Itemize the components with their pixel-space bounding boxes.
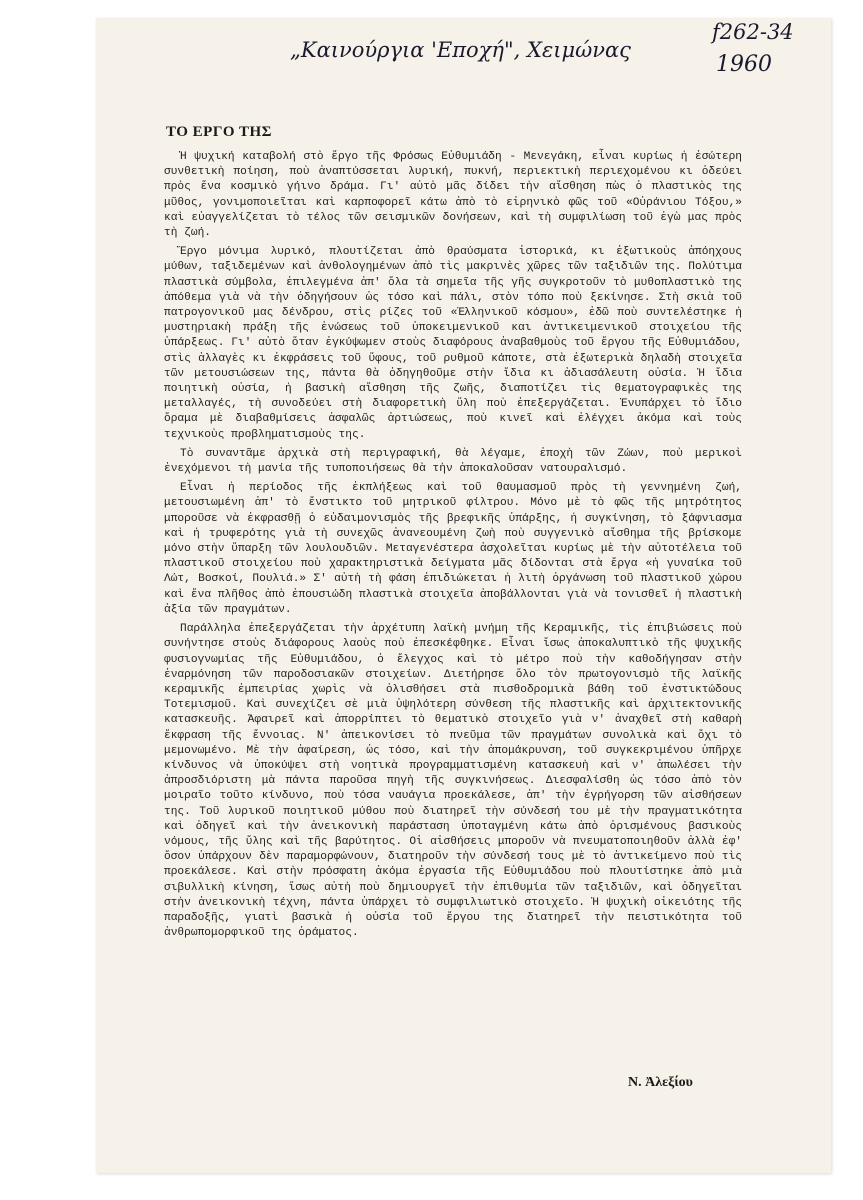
article-paragraph: Εἶναι ἡ περίοδος τῆς ἐκπλήξεως καὶ τοῦ θαυμασμοῦ πρὸς τὴ γεννημένη ζωή, μετουσιωμένη ἀπ' τὸ ἔνστικτο τοῦ μητρικοῦ φίλτρου. Μόνο μὲ τὸ φῶς τῆς μητρότητος μποροῦσε νὰ ἐκφρασθῇ ὁ εὐδαιμονισμὸς τῆς βρεφικῆς ὑπάρξης, ἡ συγκίνηση, τὸ ξάφνιασμα καὶ ἡ τρυφερότης γιὰ τὴ συνεχῶς ἀνανεουμένη ζωὴ ποὺ συγγενικὸ αἴσθημα τῆς βρίσκομε μόνο στὴν ὕπαρξη τῶν λουλουδιῶν. Μεταγενέστερα ἀσχολεῖται κυρίως μὲ τὴν αὐτοτέλεια τοῦ πλαστικοῦ στοιχείου ποὺ χαρακτηριστικὰ δείγματα μᾶς δίδονται στὰ ἔργα «ἡ γυναίκα τοῦ Λώτ, Βοσκοί, Πουλιά.» Σ' αὐτὴ τὴ φάση ἐπιδιώκεται ἡ λιτὴ ὀργάνωση τοῦ πλαστικοῦ χώρου καὶ ἕνα πλῆθος ἀπὸ ἐπουσιώδη πλαστικὰ στοιχεῖα ἀποβάλλονται γιὰ νὰ τονισθεῖ ἡ πλαστικὴ ἀξία τῶν πραγμάτων. [164, 482, 742, 616]
article-title: ΤΟ ΕΡΓΟ ΤΗΣ [166, 124, 272, 140]
handwritten-year: 1960 [716, 52, 772, 77]
article-paragraph: Τὸ συναντᾶμε ἀρχικὰ στὴ περιγραφική, θὰ λέγαμε, ἐποχὴ τῶν Ζώων, ποὺ μερικοὶ ἐνεχόμενοι τὴ μανία τῆς τυποποιήσεως θὰ τὴν ἀποκαλοῦσαν νατουραλισμό. [164, 447, 742, 476]
author-signature: Ν. Ἀλεξίου [628, 1075, 693, 1090]
handwritten-archive-code: f262-34 [712, 20, 794, 44]
handwritten-source-note: „Καινούργια 'Εποχή", Χειμώνας [290, 38, 631, 62]
article-paragraph: Ἔργο μόνιμα λυρικό, πλουτίζεται ἀπὸ θραύσματα ἱστορικά, κι ἐξωτικοὺς ἀπόηχους μύθων, ταξιδεμένων καὶ ἀνθολογημένων ἀπὸ τὶς μακρινὲς χῶρες τῶν ταξιδιῶν της. Πολύτιμα πλαστικὰ σύμβολα, ἐπιλεγμένα ἀπ' ὅλα τὰ σημεῖα τῆς γῆς συγκροτοῦν τὸ μυθοπλαστικὸ της ἀπόθεμα γιὰ νὰ τὴν ὁδηγήσουν ὡς τόσο καὶ πάλι, στὸν τόπο ποὺ ξεκίνησε. Στὴ σκιὰ τοῦ πατρογονικοῦ μας δένδρου, στὶς ρίζες τοῦ «Ἑλληνικοῦ κόσμου», ἐδῶ ποὺ συντελέστηκε ἡ μυστηριακὴ πράξη τῆς ἑνώσεως τοῦ ὑποκειμενικοῦ και ἀντικειμενικοῦ στοιχείου τῆς ὑπάρξεως. Γι' αὐτὸ ὅταν ἐγκύψωμεν στοὺς διαφόρους ἀναβαθμοὺς τοῦ ἔργου τῆς Εὐθυμιάδου, στὶς ἀλλαγὲς κι ἐκφράσεις τοῦ ὕφους, τοῦ ρυθμοῦ κάποτε, στὰ ἐξωτερικὰ δηλαδὴ στοιχεῖα τῶν μετουσιώσεων της, πάντα θὰ ὁδηγηθοῦμε στὴν ἴδια κι ἀδιασάλευτη οὐσία. Ἡ ἴδια ποιητικὴ οὐσία, ἡ βασικὴ αἴσθηση τῆς ζωῆς, διαποτίζει τὶς θεματογραφικὲς της μεταλλαγές, τὴ συνοδεύει στὴ διαφορετικὴ ὕλη ποὺ ἐπεξεργάζεται. Ἐνυπάρχει τὸ ἴδιο ὅραμα μὲ διαβαθμίσεις ἀσφαλῶς ἀρτιώσεως, ποὺ κινεῖ καὶ ἐλέγχει ἀκόμα καὶ τοὺς τεχνικοὺς προβληματισμοὺς της. [164, 246, 742, 441]
article-paragraph: Παράλληλα ἐπεξεργάζεται τὴν ἀρχέτυπη λαϊκὴ μνήμη τῆς Κεραμικῆς, τὶς ἐπιβιώσεις ποὺ συνήντησε στοὺς διάφορους λαοὺς ποὺ ἐπεσκέφθηκε. Εἶναι ἴσως ἀποκαλυπτικὸ τῆς ψυχικῆς φυσιογνωμίας τῆς Εὐθυμιάδου, ὁ ἔλεγχος καὶ τὸ μέτρο ποὺ τὴν καθοδήγησαν στὴν ἐναρμόνηση τῶν παροδοσιακῶν στοιχείων. Διετήρησε ὅλο τὸν πρωτογονισμὸ τῆς λαϊκῆς κεραμικῆς ἐμπειρίας χωρὶς νὰ ὀλισθήσει στὰ πισθοδρομικὰ βάθη τοῦ ἐνστικτώδους Τοτεμισμοῦ. Καὶ συνεχίζει σὲ μιὰ ὑψηλότερη σύνθεση τῆς πλαστικῆς καὶ ἀρχιτεκτονικῆς κατασκευῆς. Ἀφαιρεῖ καὶ ἀπορρίπτει τὸ θεματικὸ στοιχεῖο γιὰ ν' ἀναχθεῖ στὴ καθαρὴ ἔκφραση τῆς ἔννοιας. Ν' ἀπεικονίσει τὸ πνεῦμα τῶν πραγμάτων συνολικὰ καὶ ὄχι τὸ μεμονωμένο. Μὲ τὴν ἀφαίρεση, ὡς τόσο, καὶ τὴν ἀπομάκρυνση, τοῦ συγκεκριμένου ὑπῆρχε κίνδυνος νὰ ὑποκύψει στὴ νοητικὰ προγραμματισμένη κατασκευὴ καὶ ν' ἀπωλέσει τὴν ἀπροσδιόριστη μὰ πάντα παροῦσα πηγὴ τῆς συγκινήσεως. Διεσφαλίσθη ὡς τόσο ἀπὸ τὸν μοιραῖο τοῦτο κίνδυνο, ποὺ τόσα ναυάγια προεκάλεσε, ἀπ' τὴν ἐγρήγορση τῶν αἰσθήσεων της. Τοῦ λυρικοῦ ποιητικοῦ μύθου ποὺ διατηρεῖ τὴν σύνδεσή του μὲ τὴν πραγματικότητα καὶ ὁδηγεῖ καὶ τὴν ἀνεικονικὴ παράσταση ὑποταγμένη κάτω ἀπὸ ὁρισμένους βασικοὺς νόμους, τῆς ὕλης καὶ τῆς βαρύτητος. Οἱ αἰσθήσεις μποροῦν νὰ πνευματοποιηθοῦν ἀλλὰ ἐφ' ὅσον ὑπάρχουν δὲν παραμορφώνουν, διατηροῦν τὴν σύνδεσή τους μὲ τὸ ἀντικείμενο ποὺ τὶς προεκάλεσε. Καὶ στὴν πρόσφατη ἀκόμα ἐργασία τῆς Εὐθυμιάδου ποὺ πλουτίστηκε ἀπὸ μιὰ σιβυλλικὴ κίνηση, ἴσως αὐτὴ ποὺ δημιουργεῖ τὴν ἐπιθυμία τῶν ταξιδιῶν, καὶ ὁδηγεῖται στὴν ἀνεικονικὴ τέχνη, πάντα ὑπάρχει τὸ συμφιλιωτικὸ στοιχεῖο. Ἡ ψυχικὴ οἰκειότης τῆς παραδοξῆς, γιατὶ βασικὰ ἡ οὐσία τοῦ ἔργου της διατηρεῖ τὴν πειστικότητα τοῦ ἀνθρωπομορφικοῦ της ὁράματος. [164, 623, 742, 940]
article-body [164, 150, 742, 945]
article-paragraph: Ἡ ψυχική καταβολή στὸ ἔργο τῆς Φρόσως Εὐθυμιάδη - Μενεγάκη, εἶναι κυρίως ἡ ἐσώτερη συνθετικὴ ποίηση, ποὺ ἀναπτύσσεται λυρική, πυκνή, περιεκτικὴ περιεχομένου κι ὁδεύει πρὸς ἕνα κοσμικὸ γήινο δράμα. Γι' αὐτὸ μᾶς δίδει τὴν αἴσθηση πὼς ὁ πλαστικὸς της μῦθος, γονιμοποιεῖται καὶ καρποφορεῖ κάτω ἀπὸ τὸ εἰρηνικὸ φῶς τοῦ «Οὐράνιου Τόξου,» καὶ εὐαγγελίζεται τὸ τέλος τῶν σεισμικῶν δονήσεων, καὶ τὴ συμφιλίωση τοῦ ἐγὼ μας πρὸς τὴ ζωή. [164, 151, 742, 240]
